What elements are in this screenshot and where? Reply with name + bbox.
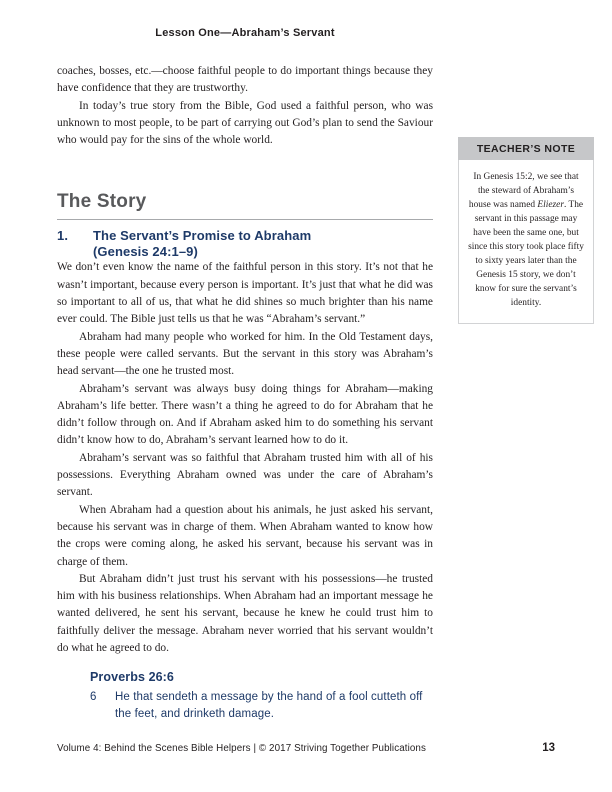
- paragraph: Abraham’s servant was so faithful that Abraham trusted him with all of his possessions. Everything Abraham owned was under the care of Abraham’s servant.: [57, 451, 433, 499]
- note-text: In Genesis 15:2, we see that the steward of Abraham’s house was named: [468, 172, 579, 210]
- paragraph: Abraham had many people who worked for him. In the Old Testament days, these people were called servants. But the servant in this story was Abraham’s head servant—the one he trusted most.: [57, 330, 433, 378]
- teachers-note-sidebar: [458, 137, 594, 324]
- verse-text: He that sendeth a message by the hand of a fool cutteth off the feet, and drinketh damage.: [115, 691, 423, 721]
- scripture-reference: Proverbs 26:6: [90, 670, 174, 685]
- scripture-verse: [90, 689, 433, 723]
- paragraph: We don’t even know the name of the faithful person in this story. It’s not that he wasn’t important, because every person is important. It’s just that what he did was so important to all of us, that what he did shines so much brighter than his name ever could. The Bible just tells us that he was “Abraham’s servant.”: [57, 261, 433, 326]
- numbered-heading: [57, 228, 433, 259]
- note-italic-text: Eliezer: [537, 200, 564, 210]
- running-head: Lesson One—Abraham’s Servant: [155, 27, 335, 39]
- note-text: . The servant in this passage may have been the same one, but since this story took place fifty to sixty years later than the Genesis 15 story, we don’t know for sure the servant’s identity.: [468, 200, 584, 308]
- heading-text: [93, 228, 311, 259]
- page-number: 13: [542, 742, 555, 754]
- paragraph: But Abraham didn’t just trust his servant with his possessions—he trusted him with his business relationships. When Abraham had an important message he wanted delivered, he sent his servant, because he knew he could trust him to faithfully deliver the message. Abraham never worried that his servant wouldn’t do what he agreed to do.: [57, 572, 433, 655]
- paragraph: When Abraham had a question about his animals, he just asked his servant, because his servant was in charge of them. When Abraham wanted to know how the crops were coming along, he asked his servant, because his servant was in charge of them.: [57, 503, 433, 568]
- paragraph: coaches, bosses, etc.—choose faithful people to do important things because they have confidence that they are trustworthy.: [57, 65, 433, 95]
- scripture-block: [90, 670, 433, 723]
- heading-line-2: (Genesis 24:1–9): [93, 243, 198, 259]
- teachers-note-header: TEACHER’S NOTE: [458, 137, 594, 160]
- teachers-note-body: [458, 160, 594, 324]
- paragraph: Abraham’s servant was always busy doing things for Abraham—making Abraham’s life better. There wasn’t a thing he agreed to do for Abraham that he didn’t follow through on. And if Abraham asked him to do something his servant didn’t know how to do, Abraham’s servant learned how to do it.: [57, 382, 433, 447]
- section-heading: The Story: [57, 191, 433, 220]
- paragraph: In today’s true story from the Bible, God used a faithful person, who was unknown to most people, to be part of carrying out God’s plan to send the Saviour who would pay for the sins of the whole world.: [57, 99, 433, 147]
- heading-line-1: The Servant’s Promise to Abraham: [93, 228, 312, 244]
- main-column: [57, 63, 433, 723]
- verse-number: 6: [90, 691, 97, 704]
- heading-number: 1.: [57, 228, 69, 244]
- footer-text: Volume 4: Behind the Scenes Bible Helpers | © 2017 Striving Together Publications: [57, 743, 426, 754]
- page-footer: [57, 742, 555, 754]
